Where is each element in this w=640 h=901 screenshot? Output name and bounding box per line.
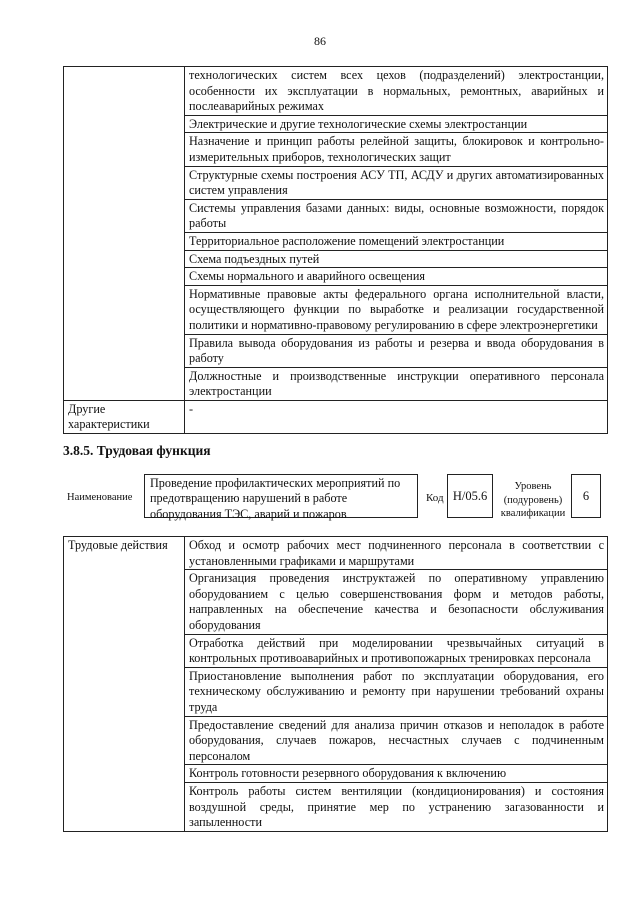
- table-cell: Обход и осмотр рабочих мест подчиненного персонала в соответствии с установленными графиками и маршрутами: [185, 537, 608, 570]
- table-cell: Правила вывода оборудования из работы и резерва и ввода оборудования в работу: [185, 334, 608, 367]
- table-cell: Приостановление выполнения работ по эксплуатации оборудования, его техническому обслуживанию и ремонту при нарушении требований охраны труда: [185, 667, 608, 716]
- table-cell: Схема подъездных путей: [185, 250, 608, 268]
- other-characteristics-value: -: [185, 400, 608, 433]
- table-row: [64, 537, 608, 570]
- labor-actions-table: [63, 536, 608, 832]
- table-cell: Контроль работы систем вентиляции (кондиционирования) и состояния воздушной среды, принятие мер по устранению загазованности и запыленности: [185, 782, 608, 831]
- table-cell: Предоставление сведений для анализа причин отказов и неполадок в работе оборудования, случаев пожаров, несчастных случаев с подчиненным персоналом: [185, 716, 608, 765]
- table-cell: Должностные и производственные инструкции оперативного персонала электростанции: [185, 367, 608, 400]
- page-number: 86: [314, 34, 326, 48]
- table-cell: Территориальное расположение помещений электростанции: [185, 232, 608, 250]
- qualification-level-box: 6: [571, 474, 601, 518]
- function-header-band: [63, 474, 608, 526]
- table-row: [64, 67, 608, 116]
- table-cell: Отработка действий при моделировании чрезвычайных ситуаций в контрольных противоаварийных и противопожарных тренировках персонала: [185, 634, 608, 667]
- table-row-other: [64, 400, 608, 433]
- table-cell: Структурные схемы построения АСУ ТП, АСДУ и других автоматизированных систем управления: [185, 166, 608, 199]
- knowledge-label-cell: [64, 67, 185, 401]
- code-value-box: H/05.6: [447, 474, 493, 518]
- table-cell: Назначение и принцип работы релейной защиты, блокировок и контрольно-измерительных приборов, технологических защит: [185, 133, 608, 166]
- table-cell: Схемы нормального и аварийного освещения: [185, 268, 608, 286]
- table-cell: Системы управления базами данных: виды, основные возможности, порядок работы: [185, 199, 608, 232]
- qualification-level-label: Уровень (подуровень) квалификации: [500, 481, 566, 519]
- section-title: 3.8.5. Трудовая функция: [63, 443, 211, 458]
- table-cell: Нормативные правовые акты федерального органа исполнительной власти, осуществляющего функции по выработке и реализации государственной политики и нормативно-правовому регулированию в сфере электроэнергетики: [185, 285, 608, 334]
- labor-actions-label: Трудовые действия: [64, 537, 185, 832]
- name-label: Наименование: [67, 492, 133, 503]
- knowledge-table: [63, 66, 608, 434]
- table-cell: Организация проведения инструктажей по оперативному управлению оборудованием с целью совершенствования форм и методов работы, направленных на обеспечение качества и безопасности обслуживания оборудования: [185, 570, 608, 634]
- table-cell: технологических систем всех цехов (подразделений) электростанции, особенности их эксплуатации в нормальных, ремонтных, аварийных и послеаварийных режимах: [185, 67, 608, 116]
- other-characteristics-label: Другие характеристики: [64, 400, 185, 433]
- code-label: Код: [426, 492, 444, 504]
- table-cell: Контроль готовности резервного оборудования к включению: [185, 765, 608, 783]
- table-cell: Электрические и другие технологические схемы электростанции: [185, 115, 608, 133]
- function-name-box: Проведение профилактических мероприятий по предотвращению нарушений в работе оборудования ТЭС, аварий и пожаров: [144, 474, 418, 518]
